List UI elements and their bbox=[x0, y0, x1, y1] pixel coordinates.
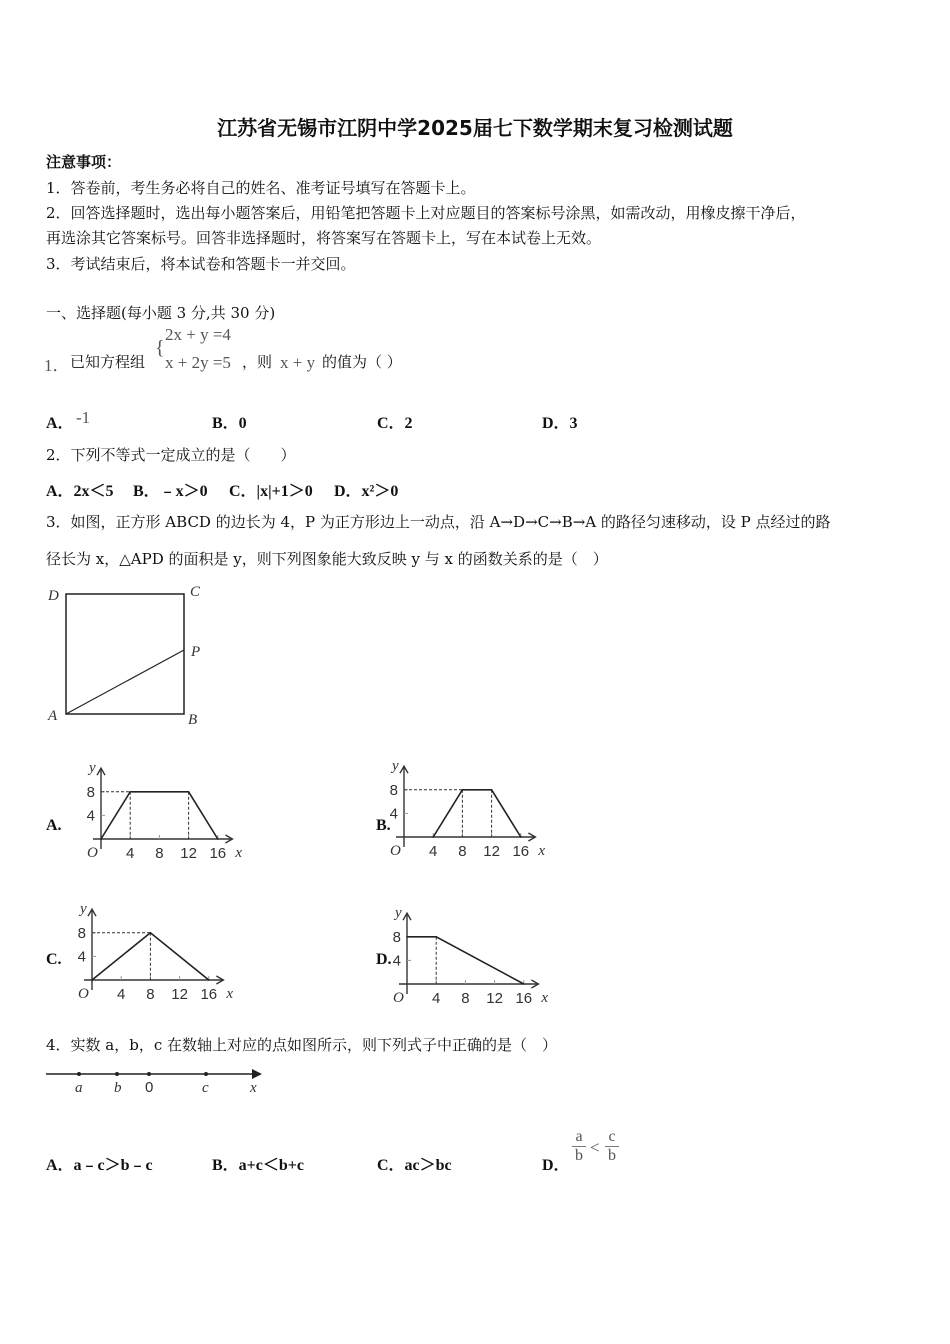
q1-text: 已知方程组 bbox=[70, 353, 146, 371]
q3-text: 3．如图，正方形 ABCD 的边长为 4，P 为正方形边上一动点，沿 A→D→C→B→A 的路径匀速移动，设 P 点经过的路 bbox=[46, 513, 831, 531]
number-line bbox=[46, 1064, 276, 1100]
y-tick-label: 4 bbox=[392, 952, 401, 970]
series-line bbox=[101, 792, 218, 839]
data-point bbox=[523, 983, 525, 985]
x-tick-label: 12 bbox=[180, 845, 197, 862]
x-tick-label: 8 bbox=[155, 845, 164, 862]
x-axis-label: x bbox=[538, 843, 546, 859]
q3-option-c[interactable]: C. bbox=[46, 951, 62, 968]
series-line bbox=[407, 937, 524, 984]
data-point bbox=[432, 836, 434, 838]
point-a bbox=[77, 1072, 81, 1076]
notice-heading: 注意事项： bbox=[46, 153, 122, 171]
denominator: b bbox=[605, 1146, 619, 1165]
q1-text: 的值为（ ） bbox=[322, 353, 402, 371]
q4-option-a[interactable]: A．a﹣c＞b﹣c bbox=[46, 1157, 153, 1174]
graph-option-b[interactable] bbox=[374, 758, 574, 863]
data-point bbox=[435, 936, 437, 938]
label-c: c bbox=[202, 1080, 209, 1096]
graph-option-d[interactable] bbox=[377, 905, 577, 1010]
label-a: a bbox=[75, 1080, 83, 1096]
origin-label: O bbox=[393, 990, 404, 1006]
y-axis-label: y bbox=[392, 758, 399, 775]
x-axis-label: x bbox=[226, 986, 234, 1002]
q1-option-a[interactable]: A． bbox=[46, 415, 74, 432]
x-tick-label: 8 bbox=[458, 843, 467, 860]
x-tick-label: 16 bbox=[512, 843, 530, 860]
q2-option-a[interactable]: A．2x＜5 bbox=[46, 483, 114, 500]
data-point bbox=[208, 979, 210, 981]
graph-option-c[interactable] bbox=[62, 901, 262, 1006]
fraction-a-over-b bbox=[572, 1128, 586, 1165]
data-point bbox=[100, 838, 102, 840]
data-point bbox=[188, 791, 190, 793]
q4-option-c[interactable]: C．ac＞bc bbox=[377, 1157, 452, 1174]
notice-item: 2．回答选择题时，选出每小题答案后，用铅笔把答题卡上对应题目的答案标号涂黑，如需改动，用橡皮擦干净后， bbox=[46, 204, 806, 222]
q2-text: 2．下列不等式一定成立的是（ ） bbox=[46, 446, 296, 464]
q4-option-b[interactable]: B．a+c＜b+c bbox=[212, 1157, 305, 1174]
x-tick-label: 4 bbox=[429, 843, 438, 860]
origin-label: O bbox=[87, 845, 98, 861]
x-tick-label: 8 bbox=[146, 986, 155, 1003]
y-tick-label: 8 bbox=[86, 783, 95, 801]
x-tick-label: 4 bbox=[432, 990, 441, 1007]
notice-item: 1．答卷前，考生务必将自己的姓名、准考证号填写在答题卡上。 bbox=[46, 179, 476, 197]
y-tick-label: 8 bbox=[392, 928, 401, 946]
denominator: b bbox=[572, 1146, 586, 1165]
x-tick-label: 4 bbox=[126, 845, 135, 862]
x-tick-label: 4 bbox=[117, 986, 126, 1003]
data-point bbox=[150, 932, 152, 934]
x-axis-label: x bbox=[541, 990, 549, 1006]
y-tick-label: 8 bbox=[77, 924, 86, 942]
data-point bbox=[129, 791, 131, 793]
graph-option-a[interactable] bbox=[71, 760, 271, 865]
label-x: x bbox=[250, 1080, 257, 1096]
q1-option-c[interactable]: C．2 bbox=[377, 415, 413, 432]
brace: { bbox=[155, 337, 165, 359]
label-b: b bbox=[114, 1080, 122, 1096]
x-tick-label: 12 bbox=[486, 990, 503, 1007]
q1-eq2: x + 2y =5 bbox=[165, 353, 231, 372]
label-a: A bbox=[48, 708, 58, 724]
label-c: C bbox=[190, 584, 201, 600]
numerator: a bbox=[575, 1128, 583, 1145]
x-tick-label: 16 bbox=[200, 986, 218, 1003]
q1-eq1: 2x + y =4 bbox=[165, 325, 231, 344]
label-b: B bbox=[188, 712, 198, 728]
arrow-icon bbox=[252, 1069, 262, 1079]
segment-ap bbox=[66, 650, 184, 714]
q1-option-d[interactable]: D．3 bbox=[542, 415, 578, 432]
x-tick-label: 16 bbox=[515, 990, 533, 1007]
x-tick-label: 12 bbox=[483, 843, 500, 860]
y-axis-label: y bbox=[89, 760, 96, 777]
notice-item: 再选涂其它答案标号。回答非选择题时，将答案写在答题卡上，写在本试卷上无效。 bbox=[46, 229, 602, 247]
data-point bbox=[491, 789, 493, 791]
q3-option-b[interactable]: B. bbox=[376, 817, 391, 834]
y-tick-label: 4 bbox=[86, 807, 95, 825]
q4-option-d[interactable]: D． bbox=[542, 1157, 570, 1174]
page-title: 江苏省无锡市江阴中学2025届七下数学期末复习检测试题 bbox=[217, 116, 733, 140]
data-point bbox=[406, 936, 408, 938]
data-point bbox=[520, 836, 522, 838]
point-c bbox=[204, 1072, 208, 1076]
q1-option-a-value: -1 bbox=[76, 408, 91, 427]
y-axis-label: y bbox=[80, 901, 87, 918]
data-point bbox=[217, 838, 219, 840]
section-heading: 一、选择题(每小题 3 分,共 30 分) bbox=[46, 304, 276, 322]
origin-label: O bbox=[78, 986, 89, 1002]
square-figure bbox=[40, 580, 220, 730]
label-zero: 0 bbox=[145, 1079, 154, 1096]
series-line bbox=[433, 790, 521, 837]
y-tick-label: 8 bbox=[389, 781, 398, 799]
data-point bbox=[462, 789, 464, 791]
origin-label: O bbox=[390, 843, 401, 859]
fraction-c-over-b bbox=[605, 1128, 619, 1165]
numerator: c bbox=[608, 1128, 616, 1145]
data-point bbox=[91, 979, 93, 981]
less-than: < bbox=[590, 1138, 600, 1157]
q1-text: ，则 bbox=[242, 353, 273, 371]
x-tick-label: 12 bbox=[171, 986, 188, 1003]
q2-option-d[interactable]: D．x²＞0 bbox=[334, 483, 399, 500]
q3-option-a[interactable]: A. bbox=[46, 817, 62, 834]
q2-option-c[interactable]: C．|x|+1＞0 bbox=[229, 483, 313, 500]
y-axis-label: y bbox=[395, 905, 402, 922]
x-tick-label: 16 bbox=[209, 845, 227, 862]
y-tick-label: 4 bbox=[77, 948, 86, 966]
x-axis-label: x bbox=[235, 845, 243, 861]
y-tick-label: 4 bbox=[389, 805, 398, 823]
q3-text: 径长为 x，△APD 的面积是 y，则下列图象能大致反映 y 与 x 的函数关系的是（ ） bbox=[46, 550, 608, 568]
point-zero bbox=[147, 1072, 151, 1076]
q2-option-b[interactable]: B．﹣x＞0 bbox=[133, 483, 208, 500]
label-d: D bbox=[48, 588, 59, 604]
notice-item: 3．考试结束后，将本试卷和答题卡一并交回。 bbox=[46, 255, 356, 273]
point-b bbox=[115, 1072, 119, 1076]
label-p: P bbox=[191, 644, 201, 660]
q4-text: 4．实数 a，b，c 在数轴上对应的点如图所示，则下列式子中正确的是（ ） bbox=[46, 1036, 558, 1054]
q1-number: 1． bbox=[44, 356, 70, 375]
x-tick-label: 8 bbox=[461, 990, 470, 1007]
q1-expr: x + y bbox=[280, 353, 316, 372]
q1-option-b[interactable]: B．0 bbox=[212, 415, 247, 432]
square-abcd bbox=[66, 594, 184, 714]
q3-option-d[interactable]: D. bbox=[376, 951, 392, 968]
